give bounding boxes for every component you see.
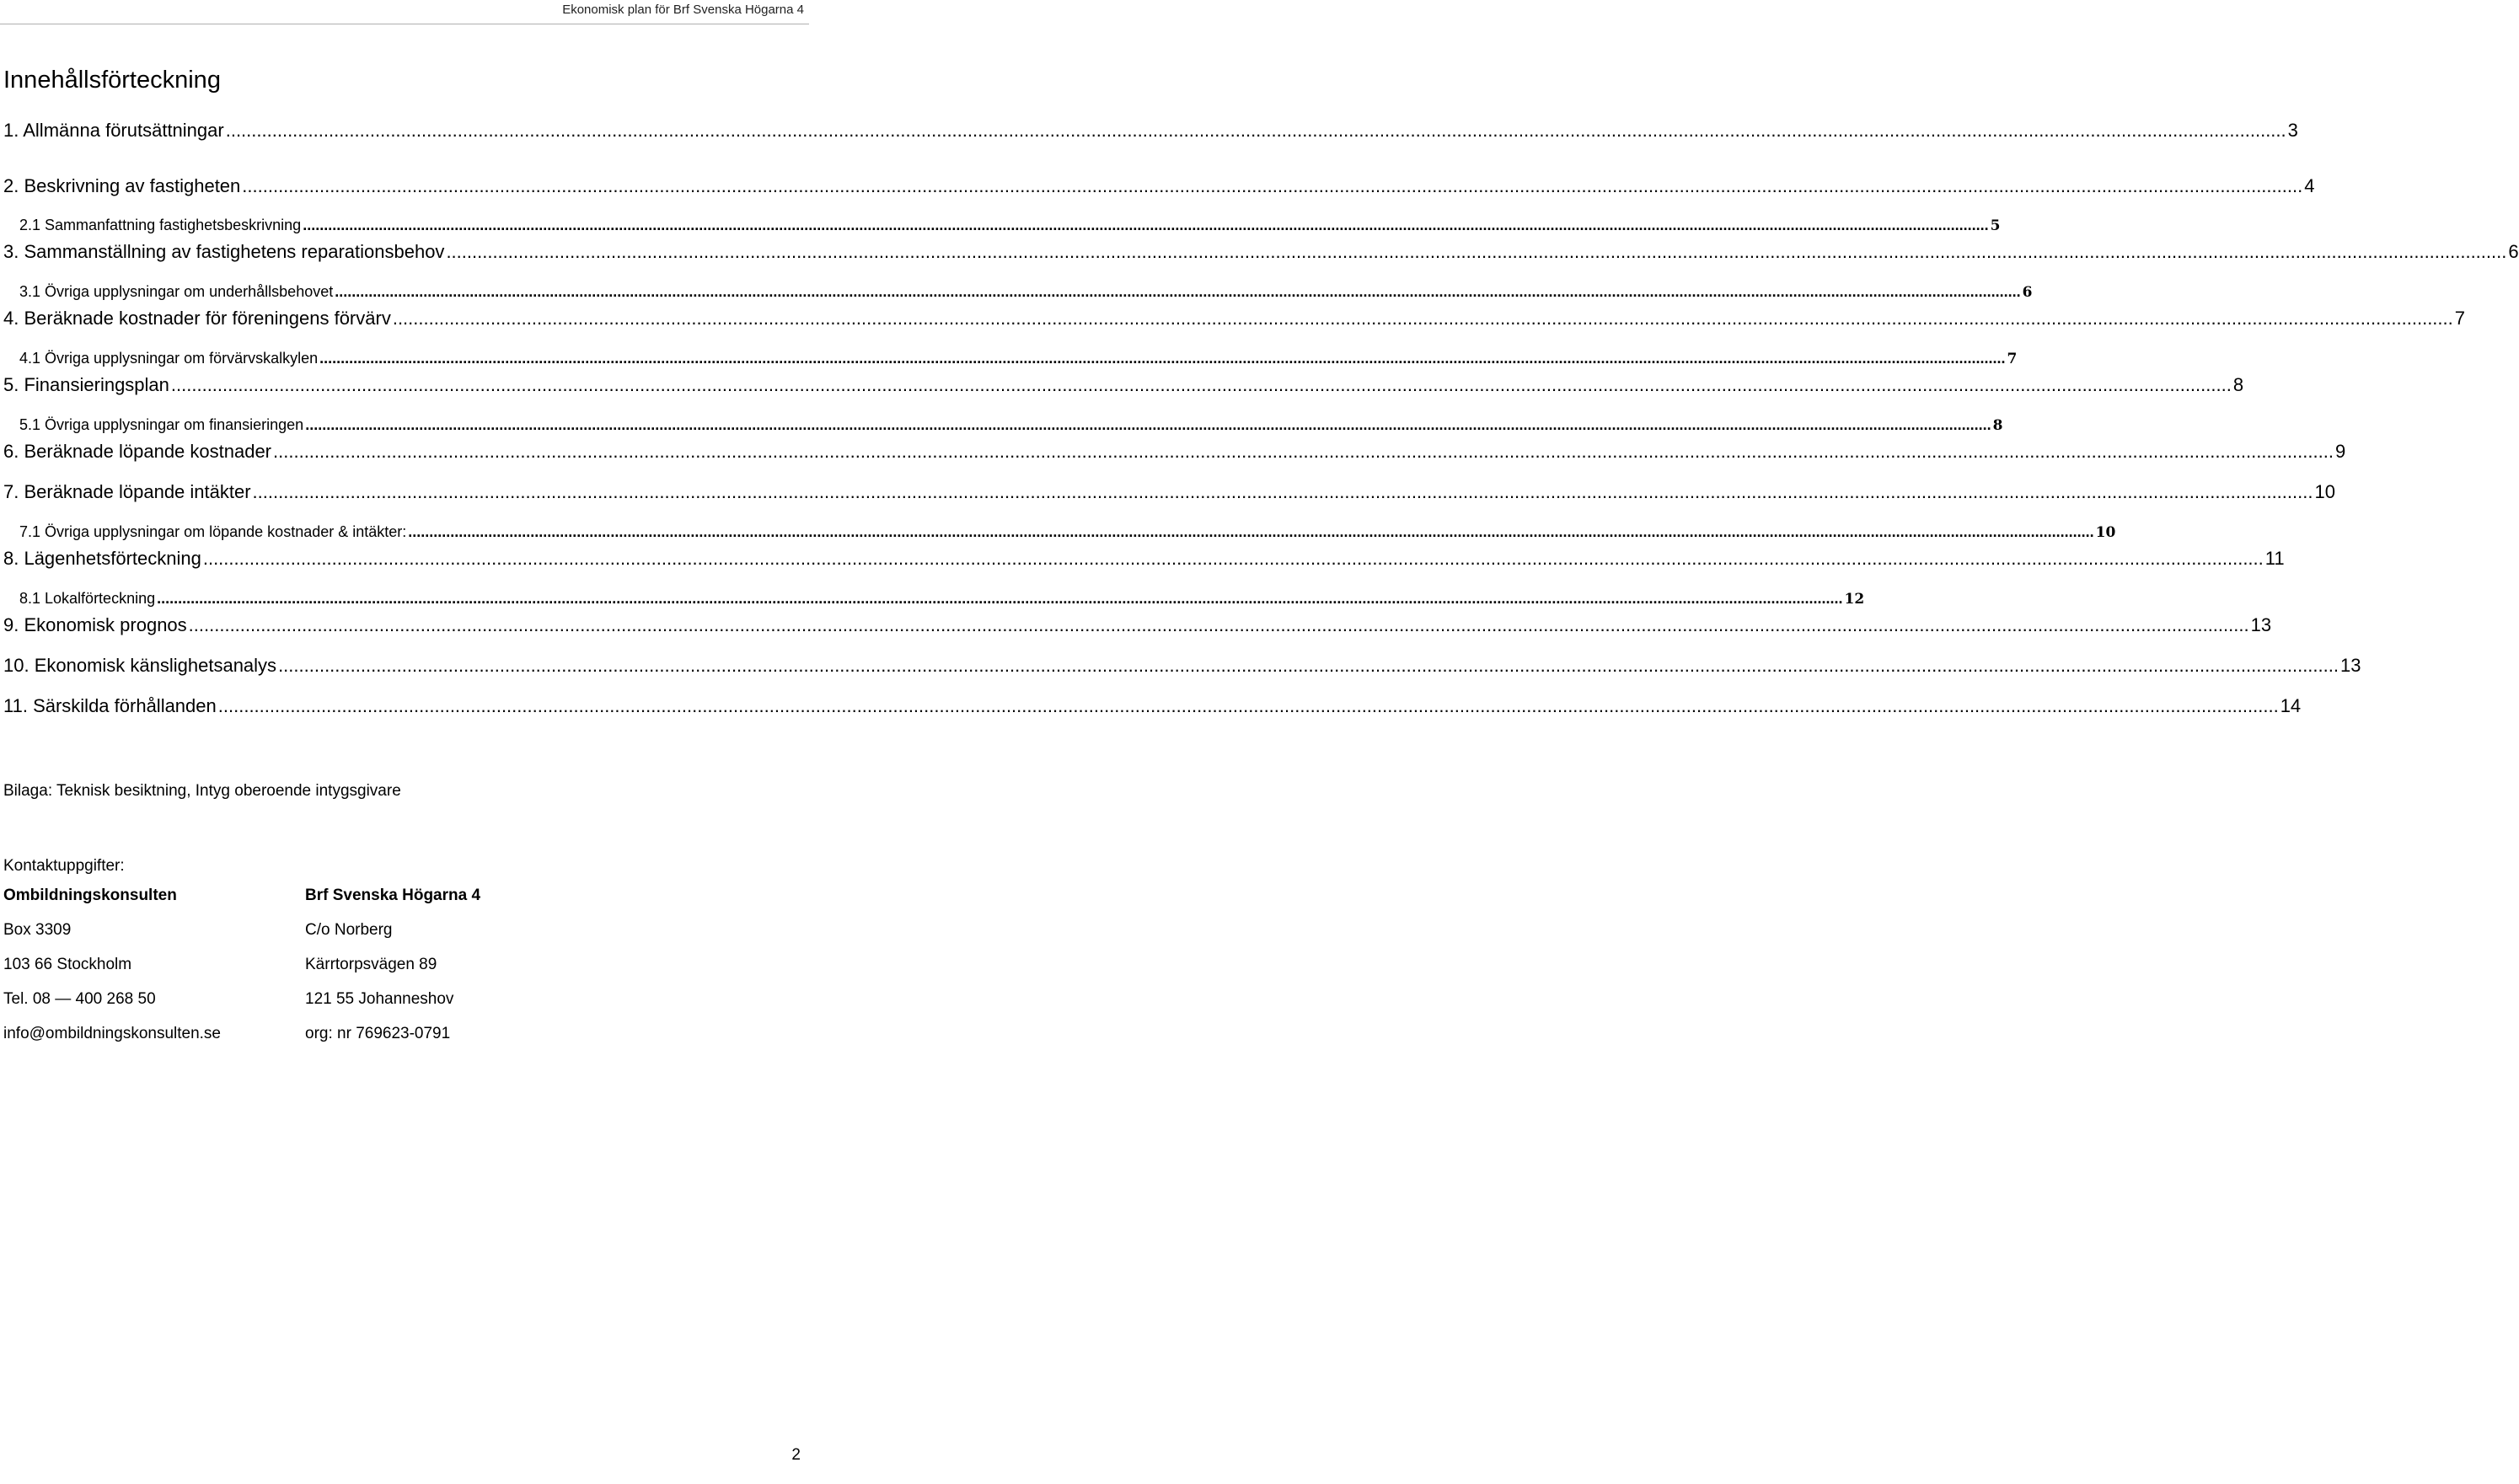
toc-entry-9[interactable] (3, 613, 2272, 637)
toc-entry-2-1[interactable] (19, 215, 2001, 236)
toc-entry-label: 7.1 Övriga upplysningar om löpande kostnader & intäkter: (19, 523, 407, 540)
toc-entry-5-1[interactable] (19, 415, 2003, 436)
toc-entry-8[interactable] (3, 547, 2285, 571)
toc-entry-label: 2.1 Sammanfattning fastighetsbeskrivning (19, 217, 302, 233)
toc-entry-label: 4. Beräknade kostnader för föreningens förvärv (3, 308, 391, 329)
dot-leader: ................................................................................................................................................................................................................................................................................................................................................................................................................ (305, 416, 1991, 433)
toc-entry-6[interactable] (3, 440, 2346, 463)
dot-leader: ................................................................................................................................................................................................................................................................................................................................................................................................................ (242, 175, 2303, 196)
running-header: Ekonomisk plan för Brf Svenska Högarna 4 (562, 3, 804, 17)
toc-entry-label: 5. Finansieringsplan (3, 374, 169, 395)
toc-entry-page: 8 (2232, 374, 2244, 395)
dot-leader: ................................................................................................................................................................................................................................................................................................................................................................................................................ (217, 695, 2279, 716)
toc-entry-page: 3 (2287, 120, 2298, 141)
dot-leader: ................................................................................................................................................................................................................................................................................................................................................................................................................ (303, 217, 1989, 233)
toc-entry-page: 10 (2314, 481, 2335, 502)
toc-entry-page: 10 (2095, 524, 2116, 541)
contact-ombildningskonsulten (3, 885, 221, 1058)
toc-entry-page: 8 (1992, 417, 2003, 434)
contact-street: Kärrtorpsvägen 89 (305, 956, 437, 973)
toc-entry-label: 5.1 Övriga upplysningar om finansieringen (19, 416, 304, 433)
contact-name: Brf Svenska Högarna 4 (305, 887, 481, 904)
toc-entry-8-1[interactable] (19, 588, 1865, 609)
toc-entry-page: 13 (2250, 614, 2272, 635)
toc-entry-label: 7. Beräknade löpande intäkter (3, 481, 251, 502)
toc-entry-label: 10. Ekonomisk känslighetsanalys (3, 655, 277, 676)
toc-entry-label: 6. Beräknade löpande kostnader (3, 441, 272, 462)
toc-entry-4-1[interactable] (19, 348, 2018, 369)
dot-leader: ................................................................................................................................................................................................................................................................................................................................................................................................................ (319, 350, 2006, 367)
toc-entry-page: 11 (2264, 548, 2285, 569)
toc-entry-7-1[interactable] (19, 522, 2116, 543)
contact-address: Box 3309 (3, 921, 72, 939)
toc-entry-label: 4.1 Övriga upplysningar om förvärvskalkylen (19, 350, 319, 367)
dot-leader: ................................................................................................................................................................................................................................................................................................................................................................................................................ (157, 590, 1843, 607)
dot-leader: ................................................................................................................................................................................................................................................................................................................................................................................................................ (408, 523, 2094, 540)
dot-leader: ................................................................................................................................................................................................................................................................................................................................................................................................................ (170, 374, 2232, 395)
contact-phone: Tel. 08 — 400 268 50 (3, 990, 156, 1008)
dot-leader: ................................................................................................................................................................................................................................................................................................................................................................................................................ (392, 308, 2453, 329)
contact-brf (305, 885, 480, 1058)
toc-entry-label: 3. Sammanställning av fastighetens reparationsbehov (3, 241, 445, 262)
toc-entry-page: 14 (2280, 695, 2302, 716)
toc-entry-1[interactable] (3, 119, 2298, 142)
toc-entry-page: 6 (2508, 241, 2519, 262)
toc-entry-label: 11. Särskilda förhållanden (3, 695, 217, 716)
toc-entry-page: 7 (2007, 351, 2018, 367)
toc-entry-5[interactable] (3, 373, 2244, 397)
toc-entry-label: 2. Beskrivning av fastigheten (3, 175, 241, 196)
toc-entry-label: 8. Lägenhetsförteckning (3, 548, 201, 569)
contact-name: Ombildningskonsulten (3, 887, 177, 904)
dot-leader: ................................................................................................................................................................................................................................................................................................................................................................................................................ (188, 614, 2249, 635)
toc-entry-3-1[interactable] (19, 281, 2033, 303)
dot-leader: ................................................................................................................................................................................................................................................................................................................................................................................................................ (202, 548, 2264, 569)
contact-city: 103 66 Stockholm (3, 956, 132, 973)
toc-entry-page: 12 (1844, 591, 1865, 608)
toc-entry-7[interactable] (3, 480, 2335, 504)
contact-email[interactable]: info@ombildningskonsulten.se (3, 1025, 221, 1042)
toc-title: Innehållsförteckning (3, 67, 221, 94)
toc-entry-label: 1. Allmänna förutsättningar (3, 120, 224, 141)
dot-leader: ................................................................................................................................................................................................................................................................................................................................................................................................................ (446, 241, 2507, 262)
dot-leader: ................................................................................................................................................................................................................................................................................................................................................................................................................ (225, 120, 2286, 141)
toc-entry-page: 9 (2334, 441, 2346, 462)
toc-entry-10[interactable] (3, 654, 2361, 678)
toc-entry-label: 9. Ekonomisk prognos (3, 614, 187, 635)
toc-entry-page: 13 (2339, 655, 2361, 676)
toc-entry-2[interactable] (3, 174, 2315, 198)
toc-entry-page: 4 (2304, 175, 2315, 196)
contacts-heading: Kontaktuppgifter: (3, 857, 125, 875)
toc-entry-page: 6 (2022, 284, 2033, 301)
toc-entry-page: 7 (2454, 308, 2465, 329)
toc-entry-11[interactable] (3, 694, 2302, 718)
contact-careof: C/o Norberg (305, 921, 393, 939)
dot-leader: ................................................................................................................................................................................................................................................................................................................................................................................................................ (335, 283, 2021, 300)
contact-city: 121 55 Johanneshov (305, 990, 454, 1008)
toc-entry-label: 3.1 Övriga upplysningar om underhållsbehovet (19, 283, 334, 300)
page-number: 2 (791, 1446, 801, 1464)
toc-entry-label: 8.1 Lokalförteckning (19, 590, 156, 607)
contact-org-number: org: nr 769623-0791 (305, 1025, 451, 1042)
toc-entry-4[interactable] (3, 307, 2465, 330)
attachment-note: Bilaga: Teknisk besiktning, Intyg oberoende intygsgivare (3, 782, 401, 800)
dot-leader: ................................................................................................................................................................................................................................................................................................................................................................................................................ (252, 481, 2313, 502)
toc-entry-page: 5 (1990, 217, 2001, 234)
toc-entry-3[interactable] (3, 240, 2519, 264)
dot-leader: ................................................................................................................................................................................................................................................................................................................................................................................................................ (278, 655, 2339, 676)
dot-leader: ................................................................................................................................................................................................................................................................................................................................................................................................................ (273, 441, 2334, 462)
